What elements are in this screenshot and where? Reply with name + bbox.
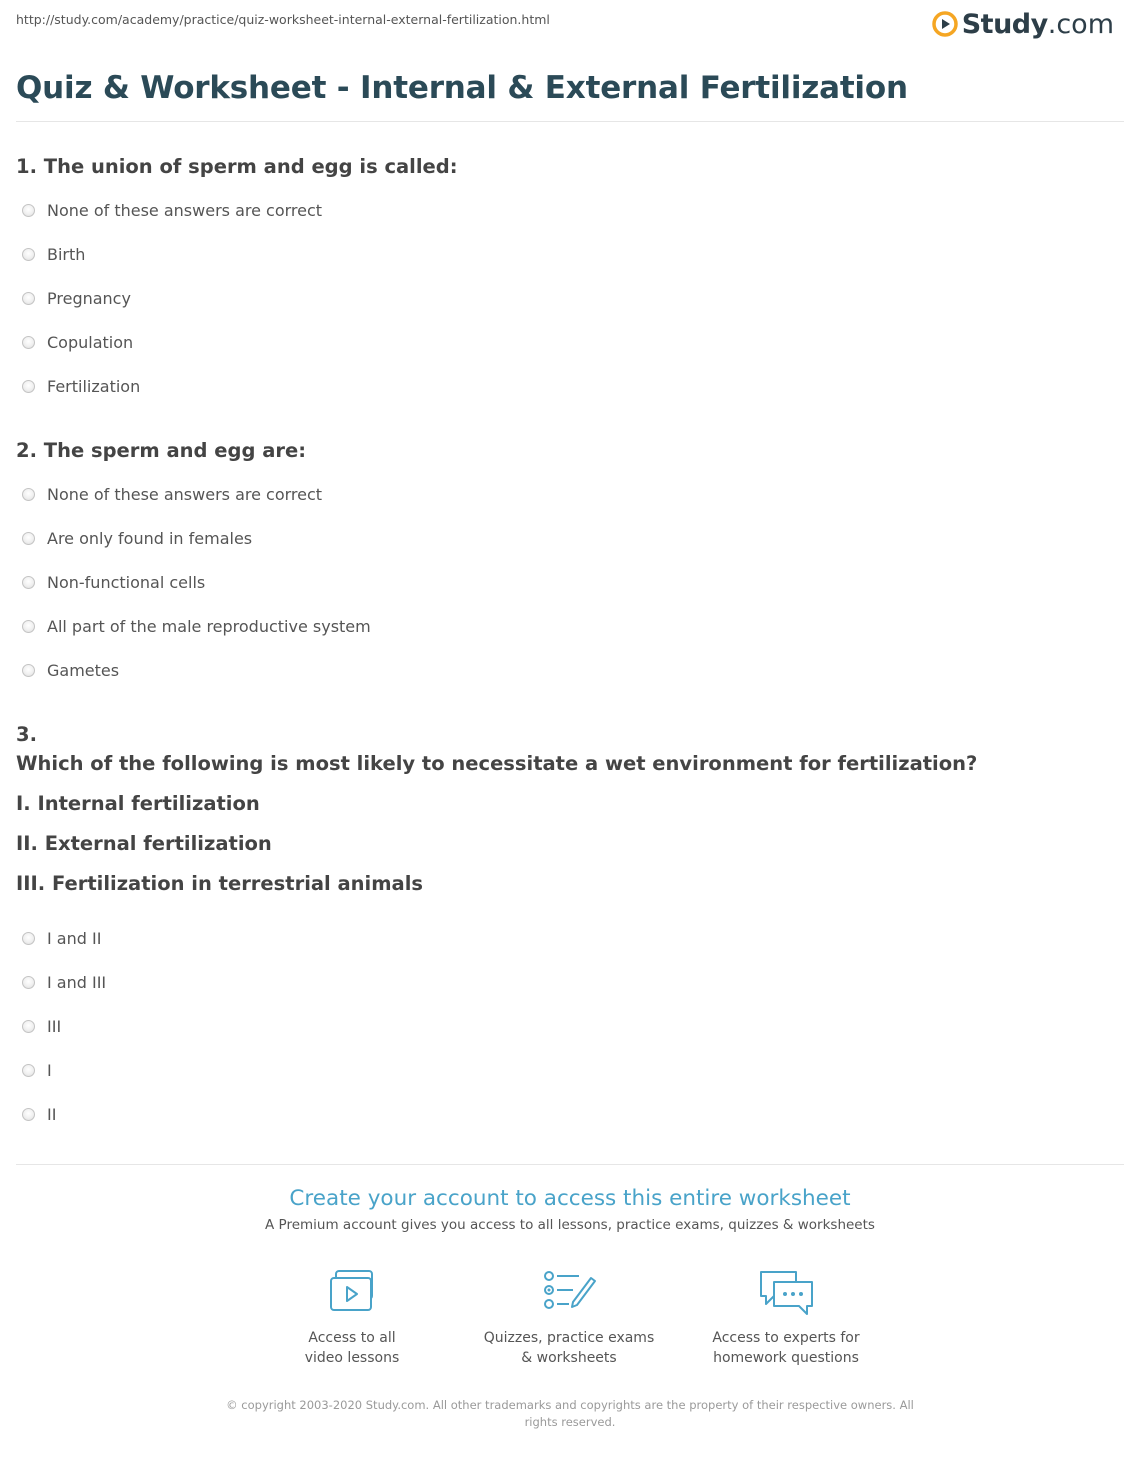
radio-button[interactable] (22, 532, 35, 545)
question-3-statement: III. Fertilization in terrestrial animals (16, 872, 424, 895)
radio-button[interactable] (22, 1064, 35, 1077)
option-label: III (47, 1016, 62, 1036)
feature-quizzes (469, 1268, 669, 1368)
q1-option[interactable] (22, 243, 85, 265)
page-url: http://study.com/academy/practice/quiz-worksheet-internal-external-fertilization.html (16, 12, 550, 27)
radio-button[interactable] (22, 488, 35, 501)
option-label: All part of the male reproductive system (47, 616, 371, 636)
q1-option[interactable] (22, 375, 140, 397)
q2-option[interactable] (22, 571, 205, 593)
expert-chat-icon (756, 1268, 816, 1320)
option-label: I (47, 1060, 52, 1080)
radio-button[interactable] (22, 1020, 35, 1033)
option-label: Copulation (47, 332, 134, 352)
question-3-statement: II. External fertilization (16, 832, 272, 855)
create-account-link[interactable]: Create your account to access this entire worksheet (289, 1186, 851, 1211)
option-label: I and III (47, 972, 107, 992)
page-title: Quiz & Worksheet - Internal & External Fertilization (16, 70, 908, 106)
feature-experts (686, 1268, 886, 1368)
play-logo-icon (932, 11, 958, 37)
option-label: Gametes (47, 660, 120, 680)
title-divider (16, 121, 1124, 122)
feature-line: Access to experts for (712, 1330, 860, 1346)
radio-button[interactable] (22, 380, 35, 393)
q3-option[interactable] (22, 1103, 56, 1125)
q2-option[interactable] (22, 659, 119, 681)
q3-option[interactable] (22, 1059, 52, 1081)
q1-option[interactable] (22, 199, 322, 221)
logo-name: Study (961, 8, 1048, 40)
radio-button[interactable] (22, 1108, 35, 1121)
question-3-heading: Which of the following is most likely to necessitate a wet environment for fertilization? (16, 752, 978, 775)
radio-button[interactable] (22, 620, 35, 633)
video-lessons-icon (322, 1268, 382, 1320)
option-label: II (47, 1104, 57, 1124)
option-label: I and II (47, 928, 102, 948)
question-3-number: 3. (16, 723, 37, 746)
radio-button[interactable] (22, 664, 35, 677)
option-label: Pregnancy (47, 288, 131, 308)
option-label: Birth (47, 244, 86, 264)
feature-video-lessons (252, 1268, 452, 1368)
feature-line: Quizzes, practice exams (483, 1330, 655, 1346)
q1-option[interactable] (22, 287, 131, 309)
radio-button[interactable] (22, 576, 35, 589)
radio-button[interactable] (22, 976, 35, 989)
option-label: Non-functional cells (47, 572, 206, 592)
logo-tld: .com (1047, 8, 1114, 40)
feature-line: & worksheets (521, 1350, 617, 1366)
q2-option[interactable] (22, 527, 252, 549)
feature-line: Access to all (308, 1330, 396, 1346)
study-logo[interactable] (932, 6, 1114, 42)
copyright-notice: © copyright 2003-2020 Study.com. All other trademarks and copyrights are the property of their respective owners. All rights reserved. (226, 1398, 914, 1429)
feature-line: homework questions (713, 1350, 859, 1366)
quiz-checklist-icon (539, 1268, 599, 1320)
feature-line: video lessons (304, 1350, 400, 1366)
option-label: Fertilization (47, 376, 141, 396)
q3-option[interactable] (22, 971, 106, 993)
radio-button[interactable] (22, 932, 35, 945)
option-label: None of these answers are correct (47, 484, 323, 504)
q2-option[interactable] (22, 483, 322, 505)
question-2-heading: 2. The sperm and egg are: (16, 439, 306, 462)
radio-button[interactable] (22, 204, 35, 217)
question-3-statement: I. Internal fertilization (16, 792, 260, 815)
cta-divider (16, 1164, 1124, 1165)
option-label: Are only found in females (47, 528, 253, 548)
radio-button[interactable] (22, 292, 35, 305)
option-label: None of these answers are correct (47, 200, 323, 220)
q3-option[interactable] (22, 1015, 61, 1037)
cta-subtitle: A Premium account gives you access to all lessons, practice exams, quizzes & worksheets (265, 1217, 875, 1233)
radio-button[interactable] (22, 336, 35, 349)
q1-option[interactable] (22, 331, 133, 353)
q3-option[interactable] (22, 927, 101, 949)
question-1-heading: 1. The union of sperm and egg is called: (16, 155, 458, 178)
radio-button[interactable] (22, 248, 35, 261)
q2-option[interactable] (22, 615, 371, 637)
